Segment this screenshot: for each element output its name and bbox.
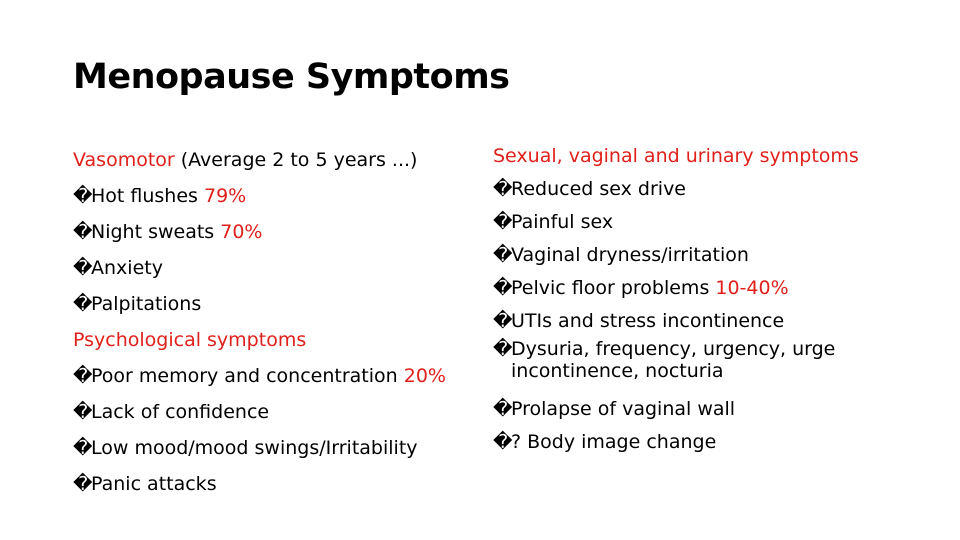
bullet-icon: � (73, 293, 93, 315)
sexual-heading: Sexual, vaginal and urinary symptoms (493, 145, 859, 167)
vasomotor-heading: Vasomotor (73, 149, 175, 171)
bullet-icon: � (493, 211, 513, 233)
list-item: �Panic attacks (73, 466, 473, 502)
list-item: �Vaginal dryness/irritation (493, 239, 913, 272)
psych-heading: Psychological symptoms (73, 329, 307, 351)
bullet-icon: � (493, 398, 513, 420)
list-item: �Lack of confidence (73, 394, 473, 430)
bullet-icon: � (73, 365, 93, 387)
list-item: �Painful sex (493, 206, 913, 239)
bullet-icon: � (73, 401, 93, 423)
list-item: �? Body image change (493, 426, 913, 459)
list-item: �Anxiety (73, 250, 473, 286)
list-item: �Poor memory and concentration 20% (73, 358, 473, 394)
bullet-icon: � (493, 277, 513, 299)
bullet-icon: � (73, 437, 93, 459)
bullet-icon: � (73, 185, 93, 207)
bullet-icon: � (73, 221, 93, 243)
list-item: �Prolapse of vaginal wall (493, 393, 913, 426)
list-item-wrapped: �Dysuria, frequency, urgency, urge incontinence, nocturia (493, 338, 836, 382)
bullet-icon: � (493, 338, 513, 360)
vasomotor-note: (Average 2 to 5 years ...) (174, 149, 418, 171)
bullet-icon: � (73, 257, 93, 279)
bullet-icon: � (73, 473, 93, 495)
list-item: �Hot flushes 79% (73, 178, 473, 214)
list-item: �UTIs and stress incontinence (493, 305, 913, 338)
list-item: �Palpitations (73, 286, 473, 322)
list-item: �Night sweats 70% (73, 214, 473, 250)
bullet-icon: � (493, 244, 513, 266)
list-item: �Low mood/mood swings/Irritability (73, 430, 473, 466)
vasomotor-heading-line (73, 142, 473, 178)
slide-title: Menopause Symptoms (73, 57, 510, 97)
list-item: �Pelvic floor problems 10-40% (493, 272, 913, 305)
bullet-icon: � (493, 431, 513, 453)
right-column (493, 140, 913, 459)
bullet-icon: � (493, 178, 513, 200)
list-item: �Reduced sex drive (493, 173, 913, 206)
bullet-icon: � (493, 310, 513, 332)
left-column (73, 142, 473, 502)
